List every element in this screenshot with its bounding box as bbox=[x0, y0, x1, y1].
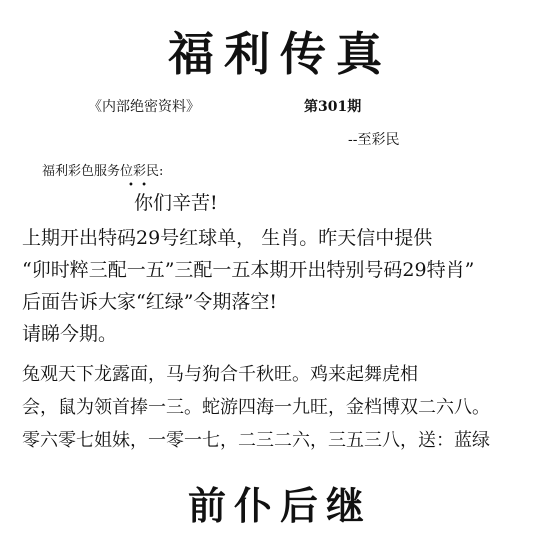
paragraph-poem bbox=[22, 358, 490, 457]
issue-number: 第301期 bbox=[304, 99, 362, 115]
paragraph-line: 请睇今期。 bbox=[22, 323, 118, 345]
paragraph-line: 会，鼠为领首捧一三。蛇游四海一九旺，金档博双二六八。 bbox=[22, 397, 490, 418]
paragraph-line: 上期开出特码29号红球单， 生肖。昨天信中提供 bbox=[22, 227, 433, 249]
paragraph-line: “卯时粹三配一五”三配一五本期开出特别号码29特肖” bbox=[22, 259, 475, 281]
paragraph-line: 兔观天下龙露面，马与狗合千秋旺。鸡来起舞虎相 bbox=[22, 364, 418, 385]
greeting-line: 福利彩色服务位彩民: bbox=[42, 164, 164, 179]
document-subtitle: 《内部绝密资料》 bbox=[88, 99, 200, 115]
paragraph-line: 零六零七姐妹，一零一七，二三二六，三五三八，送：蓝绿 bbox=[22, 430, 490, 451]
paragraph-line: 后面告诉大家“红绿”令期落空! bbox=[22, 291, 278, 313]
paragraph-previous-result bbox=[22, 222, 474, 350]
page-title: 福利传真 bbox=[168, 27, 392, 81]
decorative-dots: • • bbox=[128, 180, 149, 191]
salutation: 你们辛苦! bbox=[134, 192, 218, 214]
footer-slogan: 前仆后继 bbox=[187, 483, 372, 528]
signature: --至彩民 bbox=[348, 132, 400, 148]
